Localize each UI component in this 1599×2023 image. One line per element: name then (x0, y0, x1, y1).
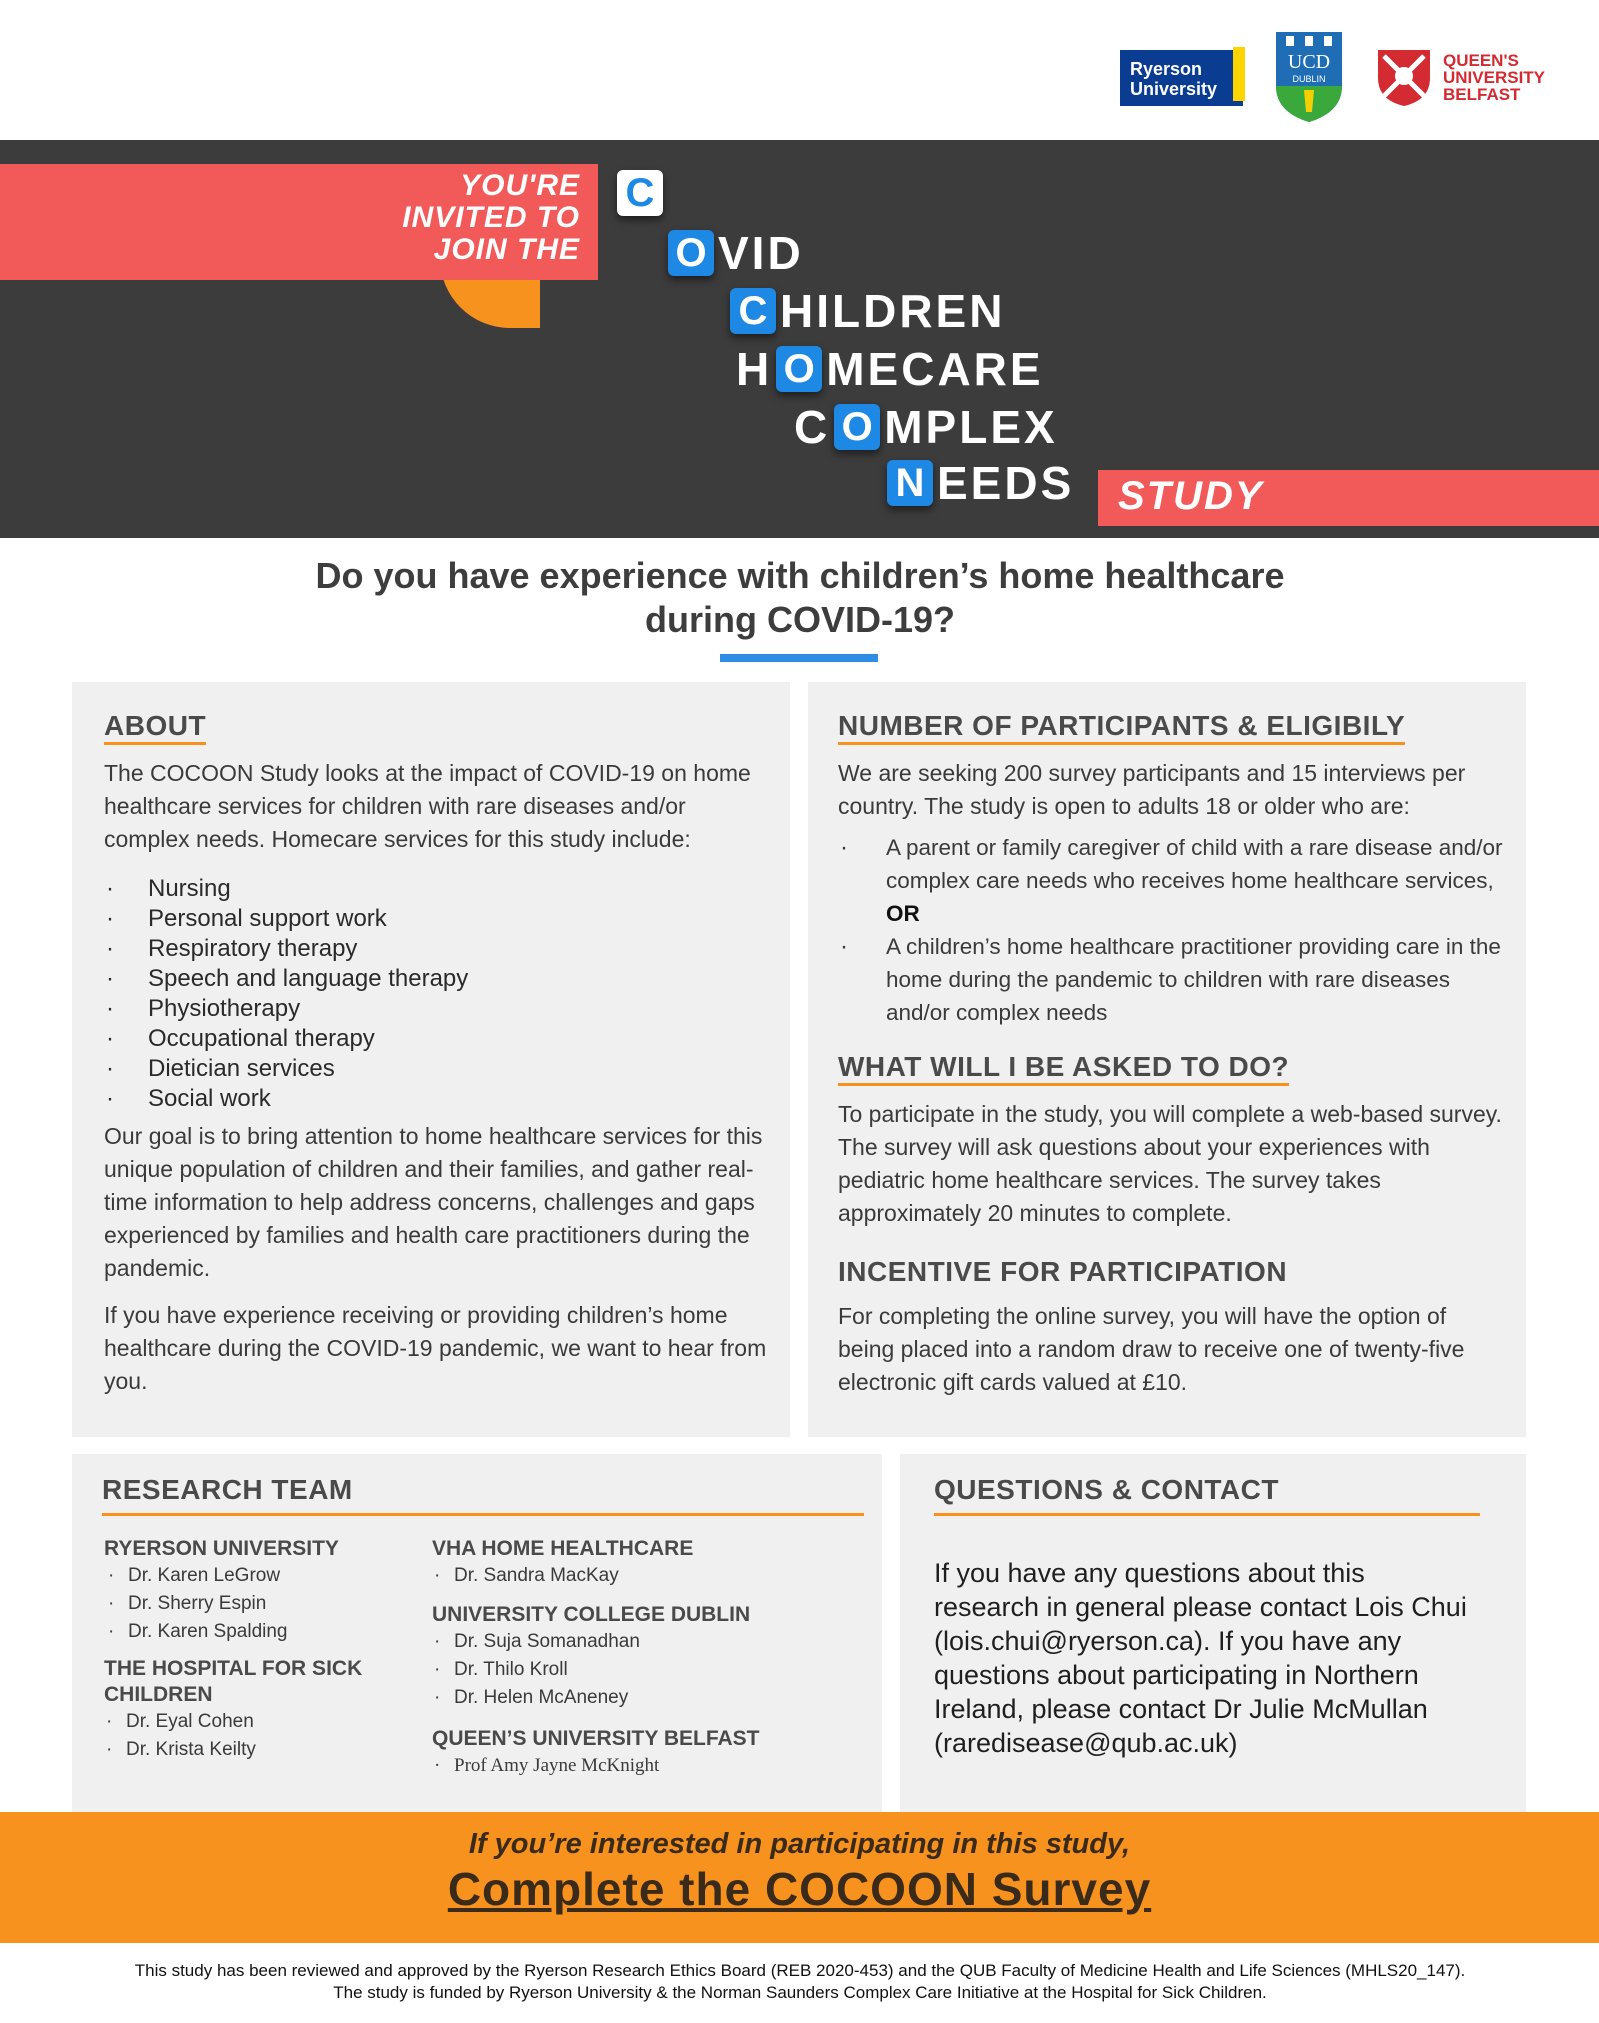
qub-logo-text (1443, 52, 1545, 103)
qub-logo-line: UNIVERSITY (1443, 68, 1546, 87)
asked-text: To participate in the study, you will complete a web-based survey. The survey will ask questions about your experiences with pediatric home healthcare services. The survey takes approximately 20 minutes to complete. (838, 1101, 1502, 1226)
letter-tile: O (668, 230, 714, 276)
team-title-underline (102, 1513, 864, 1516)
about-goal: Our goal is to bring attention to home healthcare services for this unique population of children and their families, and gather real-time information to help address concerns, challenges and gaps experienced by families and health care practitioners during the pandemic. (104, 1123, 763, 1281)
team-people-list (432, 1562, 862, 1590)
about-invite: If you have experience receiving or providing children’s home healthcare during the COVID-19 pandemic, we want to hear from you. (104, 1302, 767, 1394)
acronym-row-complex (794, 402, 1058, 452)
letter-tile: C (617, 170, 663, 216)
ucd-logo (1274, 28, 1344, 124)
headline-underline (720, 654, 878, 662)
list-item: · A children’s home healthcare practitioner providing care in the home during the pandemic to children with rare diseases and/or complex needs (838, 930, 1504, 1029)
acronym-row-c (617, 170, 663, 216)
team-column-left (104, 1536, 394, 1764)
contact-title: QUESTIONS & CONTACT (934, 1474, 1279, 1505)
asked-title-text: WHAT WILL I BE ASKED TO DO? (838, 1051, 1289, 1086)
list-item: · Speech and language therapy (104, 964, 774, 994)
letter-tile: O (834, 404, 880, 450)
list-item: · Dr. Sherry Espin (106, 1590, 394, 1618)
list-item: · Dietician services (104, 1054, 774, 1084)
list-item: · Dr. Karen Spalding (106, 1618, 394, 1646)
eligibility-or: OR (886, 901, 920, 926)
list-item: · Dr. Krista Keilty (104, 1736, 394, 1764)
team-title: RESEARCH TEAM (102, 1474, 353, 1505)
list-item: · Personal support work (104, 904, 774, 934)
team-column-right (432, 1536, 862, 1780)
acronym-word: HILDREN (780, 285, 1006, 337)
participants-intro: We are seeking 200 survey participants and 15 interviews per country. The study is open to adults 18 or older who are: (838, 760, 1466, 819)
ryerson-logo: Ryerson University (1120, 50, 1243, 106)
list-item: · Physiotherapy (104, 994, 774, 1024)
contact-panel (900, 1454, 1526, 1814)
list-item: · Respiratory therapy (104, 934, 774, 964)
acronym-word: MECARE (826, 343, 1044, 395)
list-item: · Social work (104, 1084, 774, 1114)
ucd-logo-subtext: DUBLIN (1292, 74, 1326, 84)
team-org: UNIVERSITY COLLEGE DUBLIN (432, 1603, 751, 1626)
list-item: · Dr. Karen LeGrow (106, 1562, 394, 1590)
hero-banner (0, 140, 1599, 538)
contact-text: If you have any questions about this research in general please contact Lois Chui (lois.chui@ryerson.ca). If you have any questions about participating in Northern Ireland, please contact Dr Julie McMullan (raredisease@qub.ac.uk) (934, 1558, 1467, 1758)
letter-tile: O (776, 346, 822, 392)
team-org: THE HOSPITAL FOR SICK CHILDREN (104, 1657, 363, 1706)
team-people-list (106, 1562, 394, 1646)
acronym-row-needs (887, 458, 1074, 508)
list-item: · Dr. Thilo Kroll (432, 1656, 862, 1684)
list-item: · Dr. Suja Somanadhan (432, 1628, 862, 1656)
headline-line: Do you have experience with children’s home healthcare (315, 555, 1285, 596)
survey-link[interactable]: Complete the COCOON Survey (447, 1863, 1152, 1915)
team-org: RYERSON UNIVERSITY (104, 1537, 339, 1560)
acronym-row-homecare (736, 344, 1044, 394)
acronym-row-covid (668, 228, 804, 278)
about-title-text: ABOUT (104, 710, 206, 745)
acronym-word: C (794, 401, 831, 453)
headline (200, 554, 1400, 642)
eligibility-list (838, 831, 1504, 1029)
team-org: VHA HOME HEALTHCARE (432, 1537, 694, 1560)
invite-line: JOIN THE (433, 233, 580, 266)
ryerson-logo-bar (1233, 47, 1245, 101)
ethics-footnote: This study has been reviewed and approved by the Ryerson Research Ethics Board (REB 2020-453) and the QUB Faculty of Medicine Health and Life Sciences (MHLS20_147). The study is funded by Ryerson University & the Norman Saunders Complex Care Initiative at the Hospital for Sick Children. (134, 1961, 1466, 2002)
list-item: · Dr. Helen McAneney (432, 1684, 862, 1712)
list-item: · Dr. Eyal Cohen (104, 1708, 394, 1736)
team-org: QUEEN’S UNIVERSITY BELFAST (432, 1727, 760, 1750)
eligibility-text: A parent or family caregiver of child with a rare disease and/or complex care needs who receives home healthcare services, (886, 835, 1503, 893)
qub-shield-logo (1376, 48, 1432, 108)
study-label: STUDY (1118, 474, 1264, 518)
qub-logo-line: QUEEN'S (1443, 51, 1519, 70)
invite-text (340, 170, 580, 266)
acronym-word: VID (718, 227, 804, 279)
list-item (838, 831, 1504, 930)
list-item: · Occupational therapy (104, 1024, 774, 1054)
contact-title-underline (934, 1513, 1480, 1516)
participants-title (838, 710, 1504, 747)
team-people-list (432, 1628, 862, 1712)
letter-tile: N (887, 460, 933, 506)
cta-intro: If you’re interested in participating in this study, (468, 1828, 1131, 1860)
acronym-word: H (736, 343, 773, 395)
acronym-word: MPLEX (884, 401, 1058, 453)
invite-line: INVITED TO (402, 201, 580, 234)
ucd-logo-text: UCD (1287, 51, 1331, 73)
invite-line: YOU'RE (460, 169, 580, 202)
acronym-word: EEDS (937, 457, 1075, 509)
list-item: · Nursing (104, 874, 774, 904)
team-people-list (104, 1708, 394, 1764)
asked-title (838, 1051, 1504, 1088)
about-intro: The COCOON Study looks at the impact of COVID-19 on home healthcare services for children with rare diseases and/or complex needs. Homecare services for this study include: (104, 760, 751, 852)
participants-panel (808, 682, 1526, 1437)
list-item: · Prof Amy Jayne McKnight (432, 1752, 862, 1780)
about-title (104, 710, 774, 747)
about-panel (72, 682, 790, 1437)
team-people-list (432, 1752, 862, 1780)
participants-title-text: NUMBER OF PARTICIPANTS & ELIGIBILY (838, 710, 1405, 745)
acronym-row-children (730, 286, 1005, 336)
list-item: · Dr. Sandra MacKay (432, 1562, 862, 1590)
team-panel (72, 1454, 882, 1814)
headline-line: during COVID-19? (644, 599, 955, 640)
letter-tile: C (730, 288, 776, 334)
services-list (104, 874, 774, 1114)
incentive-text: For completing the online survey, you will have the option of being placed into a random draw to receive one of twenty-five electronic gift cards valued at £10. (838, 1303, 1465, 1395)
qub-logo-line: BELFAST (1443, 85, 1521, 104)
incentive-title (838, 1256, 1504, 1290)
incentive-title-text: INCENTIVE FOR PARTICIPATION (838, 1256, 1288, 1287)
